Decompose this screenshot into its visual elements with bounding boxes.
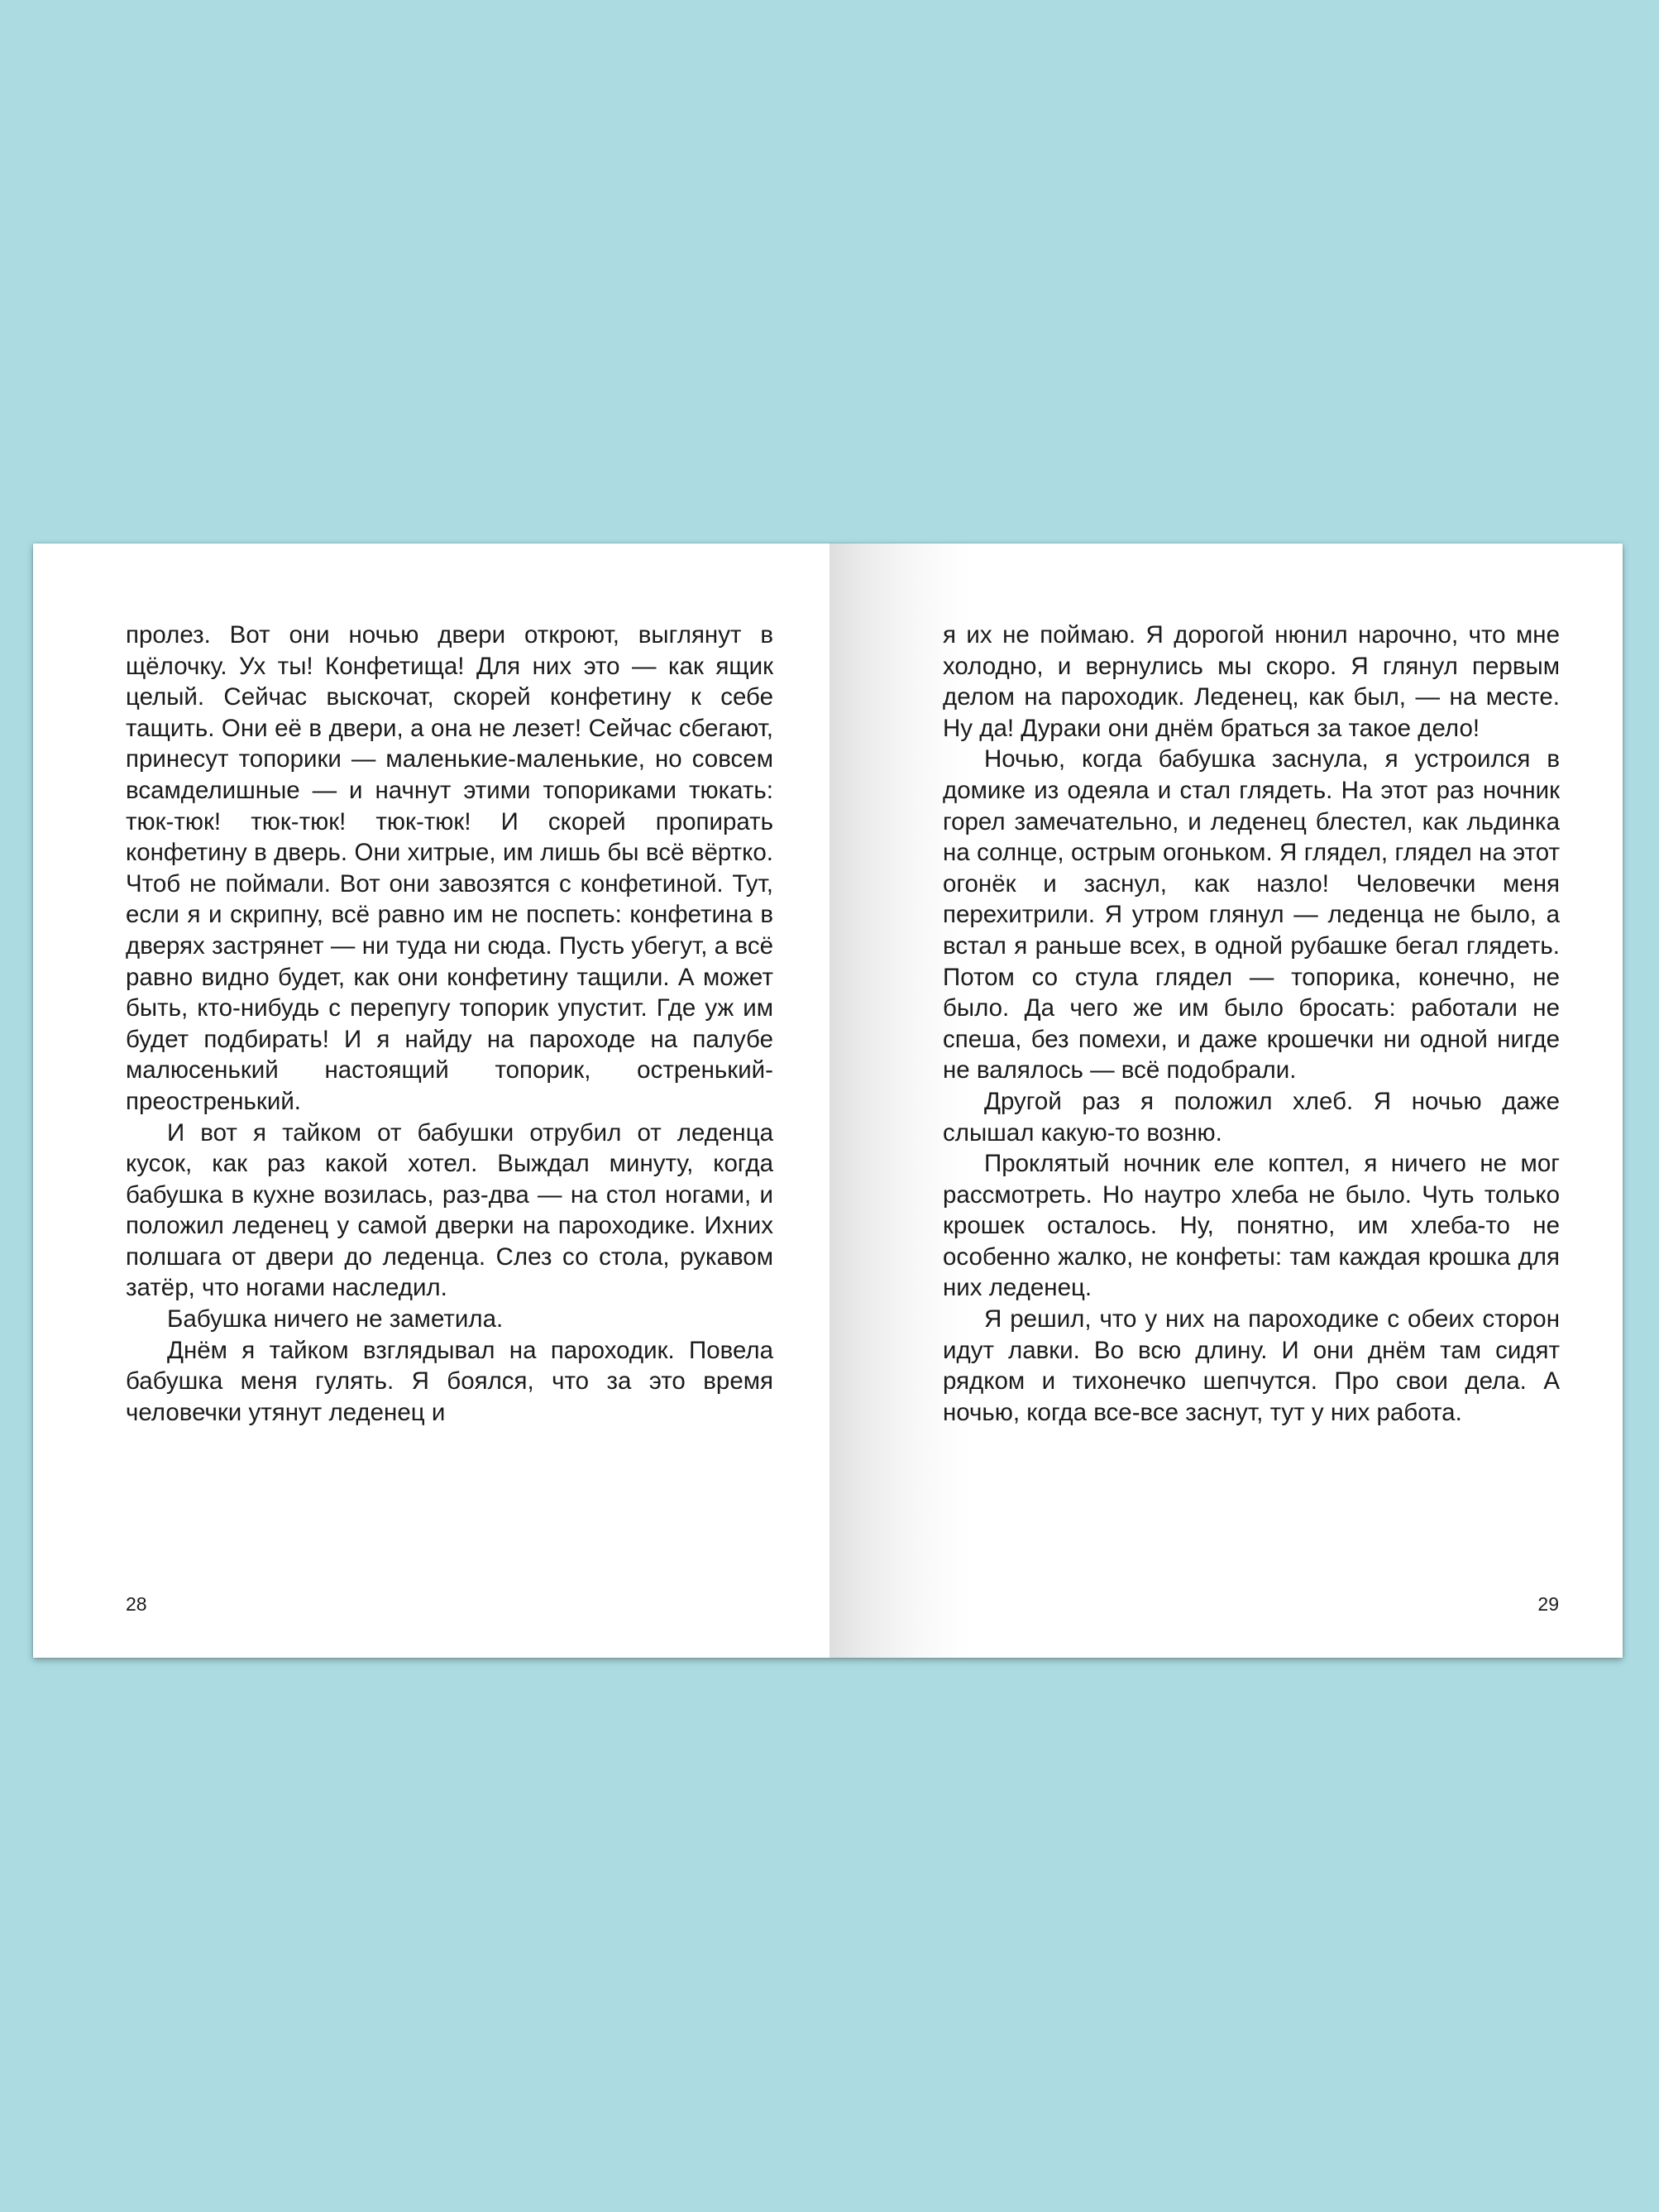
paragraph: я их не поймаю. Я дорогой нюнил нарочно, что мне холодно, и вернулись мы скоро. Я глянул первым делом на пароходик. Леденец, как был, — на месте. Ну да! Дураки они днём браться за такое дело! [943, 621, 1560, 742]
page-number-left: 28 [126, 1593, 147, 1615]
book-spread [33, 543, 1623, 1658]
paragraph: Проклятый ночник еле коптел, я ничего не мог рассмотреть. Но наутро хлеба не было. Чуть только крошек осталось. Ну, понятно, им хлеба-то не особенно жалко, не конфеты: там каждая крошка для них леденец. [943, 1150, 1560, 1302]
right-page [830, 543, 1623, 1658]
paragraph: Другой раз я положил хлеб. Я ночью даже слышал какую-то возню. [943, 1087, 1560, 1147]
paragraph: Днём я тайком взглядывал на пароходик. Повела бабушка меня гулять. Я боялся, что за это время человечки утянут леденец и [126, 1336, 773, 1426]
right-page-text [943, 620, 1560, 1428]
page-number-right: 29 [1537, 1593, 1559, 1615]
paragraph: И вот я тайком от бабушки отрубил от леденца кусок, как раз какой хотел. Выждал минуту, когда бабушка в кухне возилась, раз-два — на стол ногами, и положил леденец у самой дверки на пароходике. Ихних полшага от двери до леденца. Слез со стола, рукавом затёр, что ногами наследил. [126, 1118, 773, 1302]
left-page-text [126, 620, 773, 1428]
paragraph: Ночью, когда бабушка заснула, я устроился в домике из одеяла и стал глядеть. На этот раз ночник горел замечательно, и леденец блестел, как льдинка на солнце, острым огоньком. Я глядел, глядел на этот огонёк и заснул, как назло! Человечки меня перехитрили. Я утром глянул — леденца не было, а встал я раньше всех, в одной рубашке бегал глядеть. Потом со стула глядел — топорика, конечно, не было. Да чего же им было бросать: работали не спеша, без помехи, и даже крошечки ни одной нигде не валялось — всё подобрали. [943, 745, 1560, 1084]
paragraph: Бабушка ничего не заметила. [167, 1305, 504, 1333]
paragraph: пролез. Вот они ночью двери откроют, выглянут в щёлочку. Ух ты! Конфетища! Для них это — как ящик целый. Сейчас выскочат, скорей конфетину к себе тащить. Они её в двери, а она не лезет! Сейчас сбегают, принесут топорики — маленькие-маленькие, но совсем всамделишные — и начнут этими топориками тюкать: тюк-тюк! тюк-тюк! тюк-тюк! И скорей пропирать конфетину в дверь. Они хитрые, им лишь бы всё вёртко. Чтоб не поймали. Вот они завозятся с конфетиной. Тут, если я и скрипну, всё равно им не поспеть: конфетина в дверях застрянет — ни туда ни сюда. Пусть убегут, а всё равно видно будет, как они конфетину тащили. А может быть, кто-нибудь с перепугу топорик упустит. Где уж им будет подбирать! И я найду на пароходе на палубе малюсенький настоящий топорик, остренький-преостренький. [126, 621, 773, 1115]
paragraph: Я решил, что у них на пароходике с обеих сторон идут лавки. Во всю длину. И они днём там сидят рядком и тихонечко шепчутся. Про свои дела. А ночью, когда все-все заснут, тут у них работа. [943, 1305, 1560, 1426]
left-page [33, 543, 830, 1658]
